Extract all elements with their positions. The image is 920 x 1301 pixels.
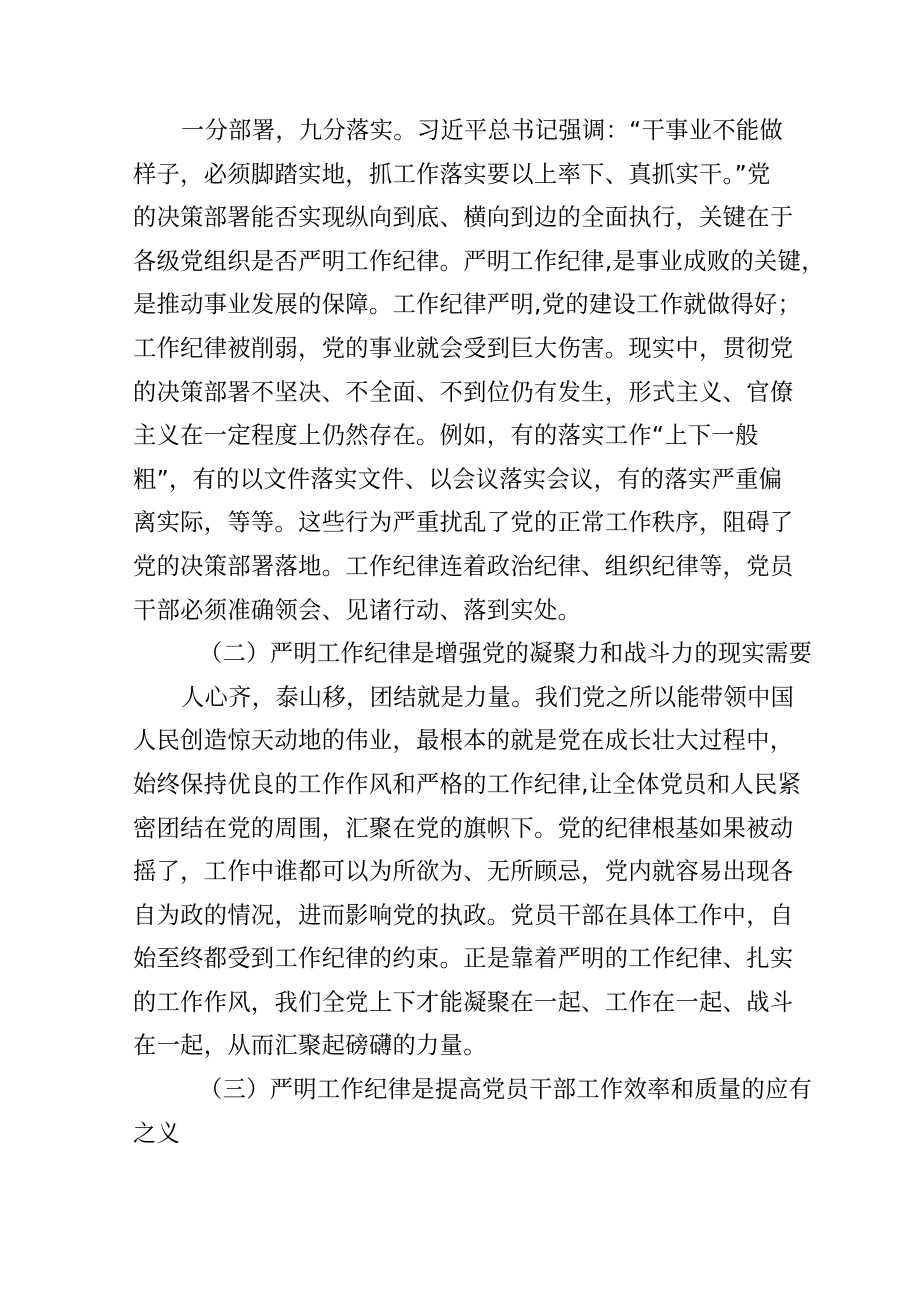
paragraph-line: 工作纪律被削弱，党的事业就会受到巨大伤害。现实中，贯彻党 bbox=[133, 334, 794, 362]
paragraph-line: 主义在一定程度上仍然存在。例如，有的落实工作“上下一般 bbox=[133, 422, 759, 450]
heading-line: 之义 bbox=[133, 1119, 181, 1147]
paragraph-line: 密团结在党的周围，汇聚在党的旗帜下。党的纪律根基如果被动 bbox=[133, 814, 794, 842]
document-body bbox=[133, 109, 823, 1155]
paragraph-line: 的决策部署不坚决、不全面、不到位仍有发生，形式主义、官僚 bbox=[133, 378, 794, 406]
paragraph-line: 粗”，有的以文件落实文件、以会议落实会议，有的落实严重偏 bbox=[133, 465, 783, 493]
paragraph-line: 在一起，从而汇聚起磅礴的力量。 bbox=[133, 1032, 487, 1060]
paragraph-line: 各级党组织是否严明工作纪律。严明工作纪律,是事业成败的关键， bbox=[133, 247, 825, 275]
paragraph-line: 始终保持优良的工作作风和严格的工作纪律,让全体党员和人民紧 bbox=[133, 770, 802, 798]
heading-line: （三）严明工作纪律是提高党员干部工作效率和质量的应有 bbox=[199, 1076, 813, 1104]
paragraph-line: 的决策部署能否实现纵向到底、横向到边的全面执行，关键在于 bbox=[133, 204, 794, 232]
section-heading-2 bbox=[133, 632, 823, 676]
paragraph-line: 人民创造惊天动地的伟业，最根本的就是党在成长壮大过程中， bbox=[133, 727, 794, 755]
paragraph-line: 摇了，工作中谁都可以为所欲为、无所顾忌，党内就容易出现各 bbox=[133, 858, 794, 886]
paragraph-cohesion-and-combat-strength bbox=[133, 676, 823, 1068]
paragraph-line: 自为政的情况，进而影响党的执政。党员干部在具体工作中，自 bbox=[133, 901, 794, 929]
paragraph-line: 人心齐，泰山移，团结就是力量。我们党之所以能带领中国 bbox=[181, 683, 795, 711]
paragraph-line: 是推动事业发展的保障。工作纪律严明,党的建设工作就做得好； bbox=[133, 291, 802, 319]
paragraph-line: 一分部署，九分落实。习近平总书记强调：“干事业不能做 bbox=[181, 117, 784, 144]
paragraph-line: 干部必须准确领会、见诸行动、落到实处。 bbox=[133, 596, 582, 624]
paragraph-line: 离实际，等等。这些行为严重扰乱了党的正常工作秩序，阻碍了 bbox=[133, 509, 794, 537]
paragraph-line: 样子，必须脚踏实地，抓工作落实要以上率下、真抓实干。”党 bbox=[133, 160, 771, 188]
paragraph-line: 的工作作风，我们全党上下才能凝聚在一起、工作在一起、战斗 bbox=[133, 988, 794, 1016]
heading-line: （二）严明工作纪律是增强党的凝聚力和战斗力的现实需要 bbox=[199, 640, 813, 668]
paragraph-work-discipline-implementation bbox=[133, 109, 823, 632]
paragraph-line: 党的决策部署落地。工作纪律连着政治纪律、组织纪律等，党员 bbox=[133, 552, 794, 580]
paragraph-line: 始至终都受到工作纪律的约束。正是靠着严明的工作纪律、扎实 bbox=[133, 945, 794, 973]
section-heading-3 bbox=[133, 1068, 823, 1155]
